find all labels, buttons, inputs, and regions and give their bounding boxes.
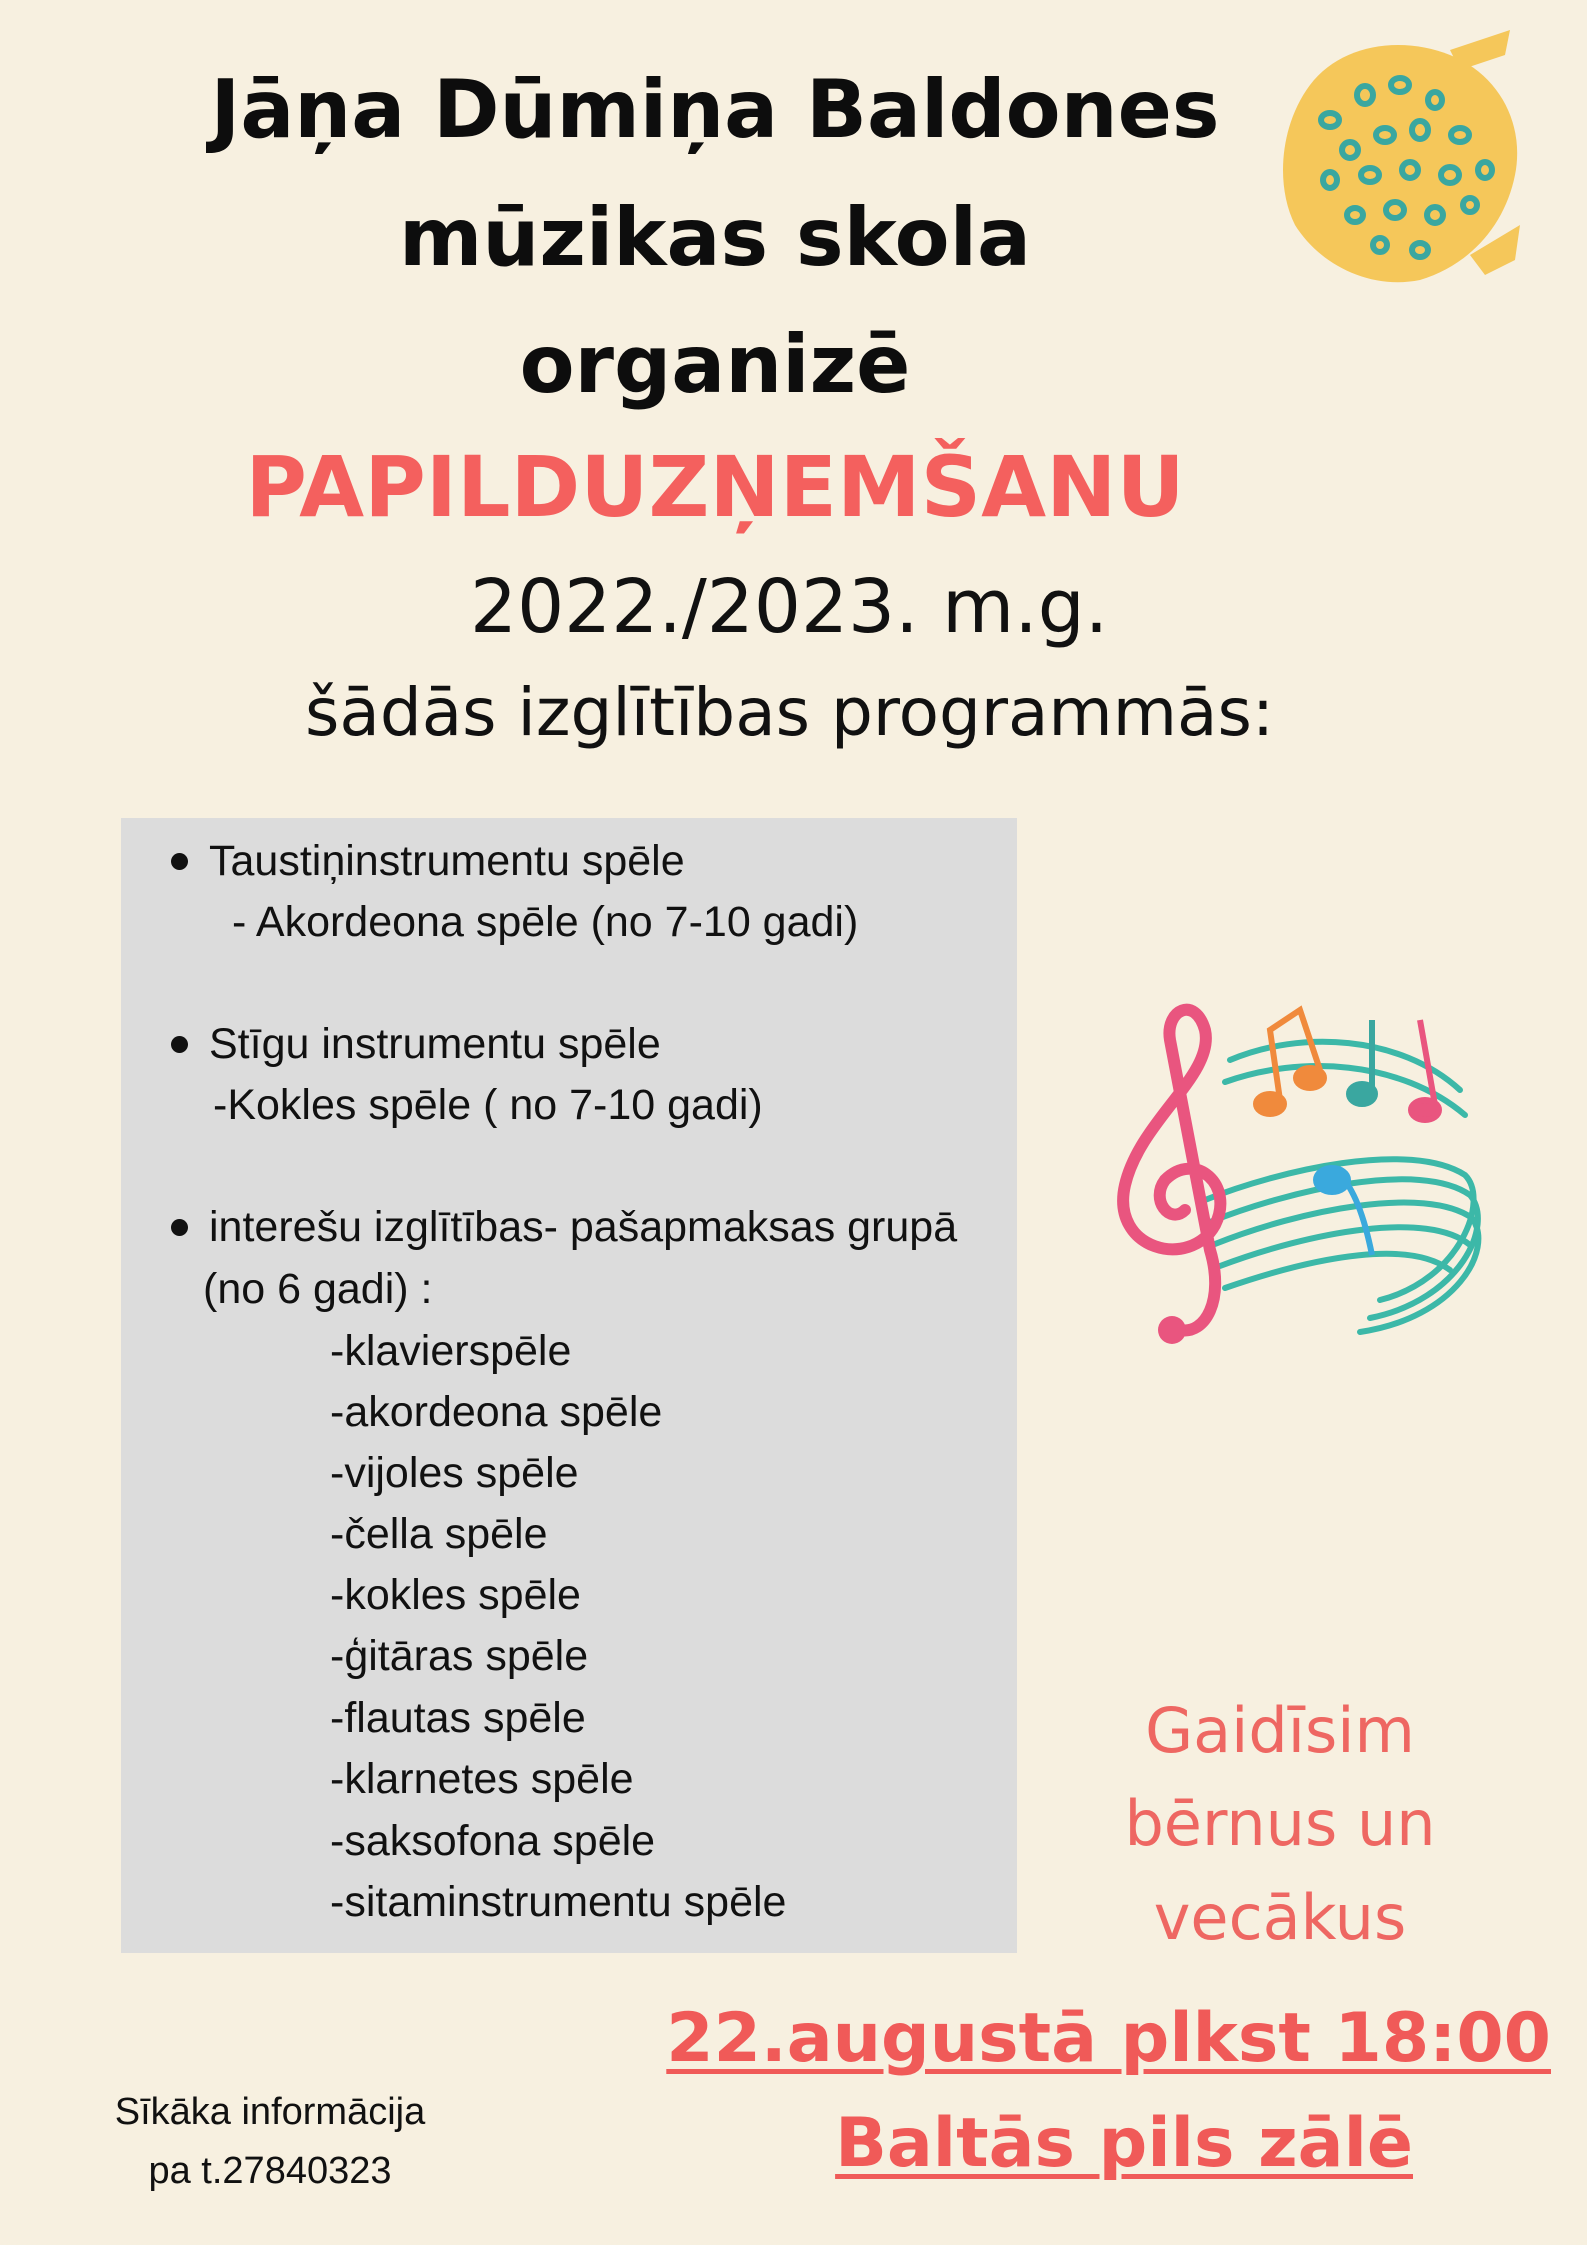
- event-place: Baltās pils zālē: [835, 2104, 1413, 2183]
- list-item: -kokles spēle: [330, 1571, 581, 1619]
- list-item: -akordeona spēle: [330, 1388, 663, 1436]
- programs-intro: šādās izglītības programmās:: [305, 674, 1275, 751]
- list-item: -klavierspēle: [330, 1327, 572, 1375]
- list-item: -flautas spēle: [330, 1694, 586, 1742]
- invitation-line-1: Gaidīsim: [1145, 1694, 1415, 1767]
- list-item: -čella spēle: [330, 1510, 548, 1558]
- list-item: -ģitāras spēle: [330, 1632, 589, 1680]
- invitation-line-2: bērnus un: [1124, 1787, 1436, 1860]
- invitation-line-3: vecākus: [1153, 1881, 1407, 1954]
- school-name-line-2: mūzikas skola: [399, 191, 1031, 284]
- headline: PAPILDUZŅEMŠANU: [245, 438, 1185, 536]
- list-item: -klarnetes spēle: [330, 1755, 634, 1803]
- school-name-line-1: Jāņa Dūmiņa Baldones: [210, 63, 1220, 156]
- treble-clef-notes-icon: [1110, 1000, 1510, 1360]
- contact-phone: pa t.27840323: [148, 2150, 392, 2192]
- program-strings-detail: -Kokles spēle ( no 7-10 gadi): [213, 1081, 763, 1129]
- list-item: -sitaminstrumentu spēle: [330, 1878, 787, 1926]
- program-interest-age: (no 6 gadi) :: [203, 1265, 433, 1313]
- program-keyboard-title: Taustiņinstrumentu spēle: [209, 837, 685, 885]
- program-interest-title: interešu izglītības- pašapmaksas grupā: [209, 1203, 958, 1251]
- list-item: -vijoles spēle: [330, 1449, 579, 1497]
- program-strings-title: Stīgu instrumentu spēle: [209, 1020, 661, 1068]
- program-keyboard-detail: - Akordeona spēle (no 7-10 gadi): [232, 898, 859, 946]
- organizes-text: organizē: [519, 318, 911, 411]
- event-datetime: 22.augustā plkst 18:00: [666, 1999, 1551, 2078]
- contact-line-1: Sīkāka informācija: [114, 2091, 426, 2133]
- school-year: 2022./2023. m.g.: [470, 564, 1109, 650]
- list-item: -saksofona spēle: [330, 1817, 656, 1865]
